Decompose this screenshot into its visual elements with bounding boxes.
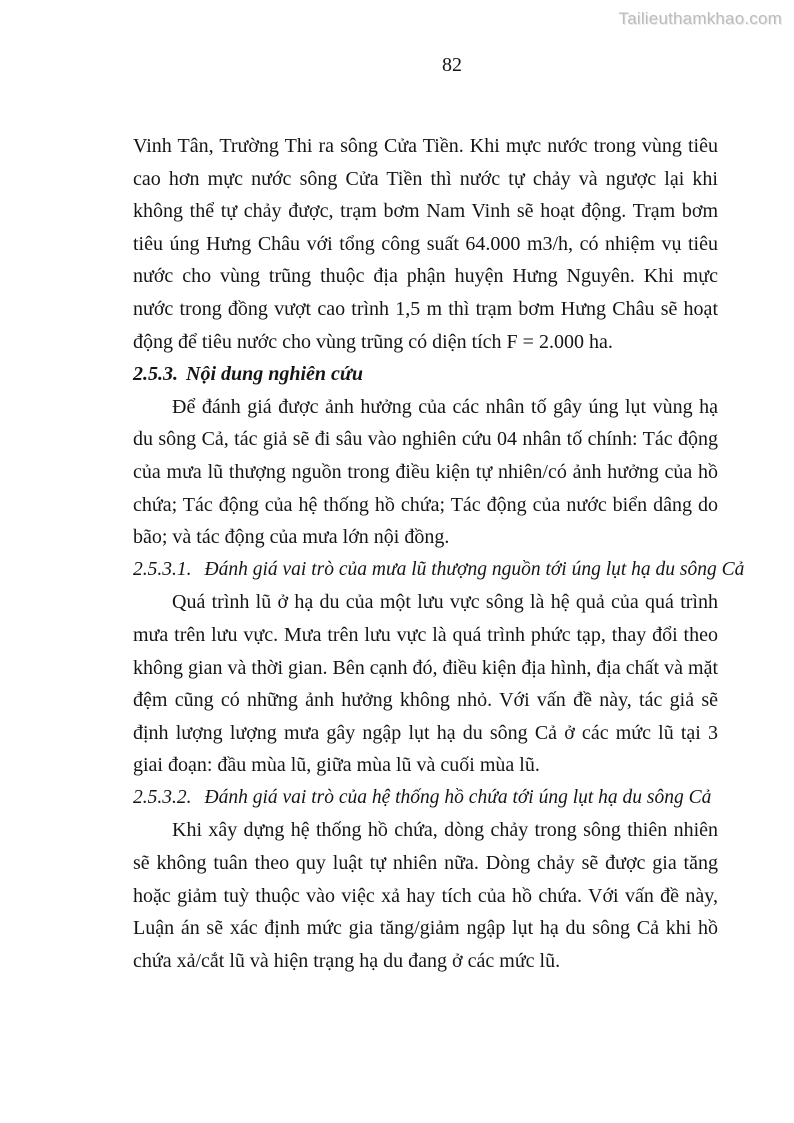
paragraph-rain-flood-process: Quá trình lũ ở hạ du của một lưu vực sông là hệ quả của quá trình mưa trên lưu vực. Mưa trên lưu vực là quá trình phức tạp, thay đổi theo không gian và thời gian. Bên cạnh đó, điều kiện địa hình, địa chất và mặt đệm cũng có những ảnh hưởng không nhỏ. Với vấn đề này, tác giả sẽ định lượng lượng mưa gây ngập lụt hạ du sông Cả ở các mức lũ tại 3 giai đoạn: đầu mùa lũ, giữa mùa lũ và cuối mùa lũ.: [133, 591, 718, 777]
paragraph-pump-stations: Vinh Tân, Trường Thi ra sông Cửa Tiền. Khi mực nước trong vùng tiêu cao hơn mực nước sông Cửa Tiền thì nước tự chảy và ngược lại khi không thể tự chảy được, trạm bơm Nam Vinh sẽ hoạt động. Trạm bơm tiêu úng Hưng Châu với tổng công suất 64.000 m3/h, có nhiệm vụ tiêu nước cho vùng trũng thuộc địa phận huyện Hưng Nguyên. Khi mực nước trong đồng vượt cao trình 1,5 m thì trạm bơm Hưng Châu sẽ hoạt động để tiêu nước cho vùng trũng có diện tích F = 2.000 ha.: [133, 135, 718, 353]
heading-2-5-3-2-title: Đánh giá vai trò của hệ thống hồ chứa tới úng lụt hạ du sông Cả: [204, 786, 712, 808]
heading-2-5-3-2-number: 2.5.3.2.: [133, 786, 192, 808]
heading-2-5-3-1-title: Đánh giá vai trò của mưa lũ thượng nguồn tới úng lụt hạ du sông Cả: [204, 558, 745, 580]
heading-2-5-3: [133, 358, 718, 391]
page-number: 82: [442, 54, 462, 76]
watermark-text: Tailieuthamkhao.com: [618, 9, 782, 28]
heading-2-5-3-1: [133, 554, 745, 587]
heading-2-5-3-number: 2.5.3.: [133, 363, 178, 386]
paragraph-reservoir-system: Khi xây dựng hệ thống hồ chứa, dòng chảy trong sông thiên nhiên sẽ không tuân theo quy luật tự nhiên nữa. Dòng chảy sẽ được gia tăng hoặc giảm tuỳ thuộc vào việc xả hay tích của hồ chứa. Với vấn đề này, Luận án sẽ xác định mức gia tăng/giảm ngập lụt hạ du sông Cả khi hồ chứa xả/cắt lũ và hiện trạng hạ du đang ở các mức lũ.: [133, 819, 718, 972]
document-body: [133, 130, 745, 977]
heading-2-5-3-1-number: 2.5.3.1.: [133, 558, 192, 580]
heading-2-5-3-2: [133, 782, 718, 815]
heading-2-5-3-title: Nội dung nghiên cứu: [186, 363, 364, 386]
paragraph-research-factors: Để đánh giá được ảnh hưởng của các nhân tố gây úng lụt vùng hạ du sông Cả, tác giả sẽ đi sâu vào nghiên cứu 04 nhân tố chính: Tác động của mưa lũ thượng nguồn trong điều kiện tự nhiên/có ảnh hưởng của hồ chứa; Tác động của hệ thống hồ chứa; Tác động của nước biển dâng do bão; và tác động của mưa lớn nội đồng.: [133, 395, 718, 549]
